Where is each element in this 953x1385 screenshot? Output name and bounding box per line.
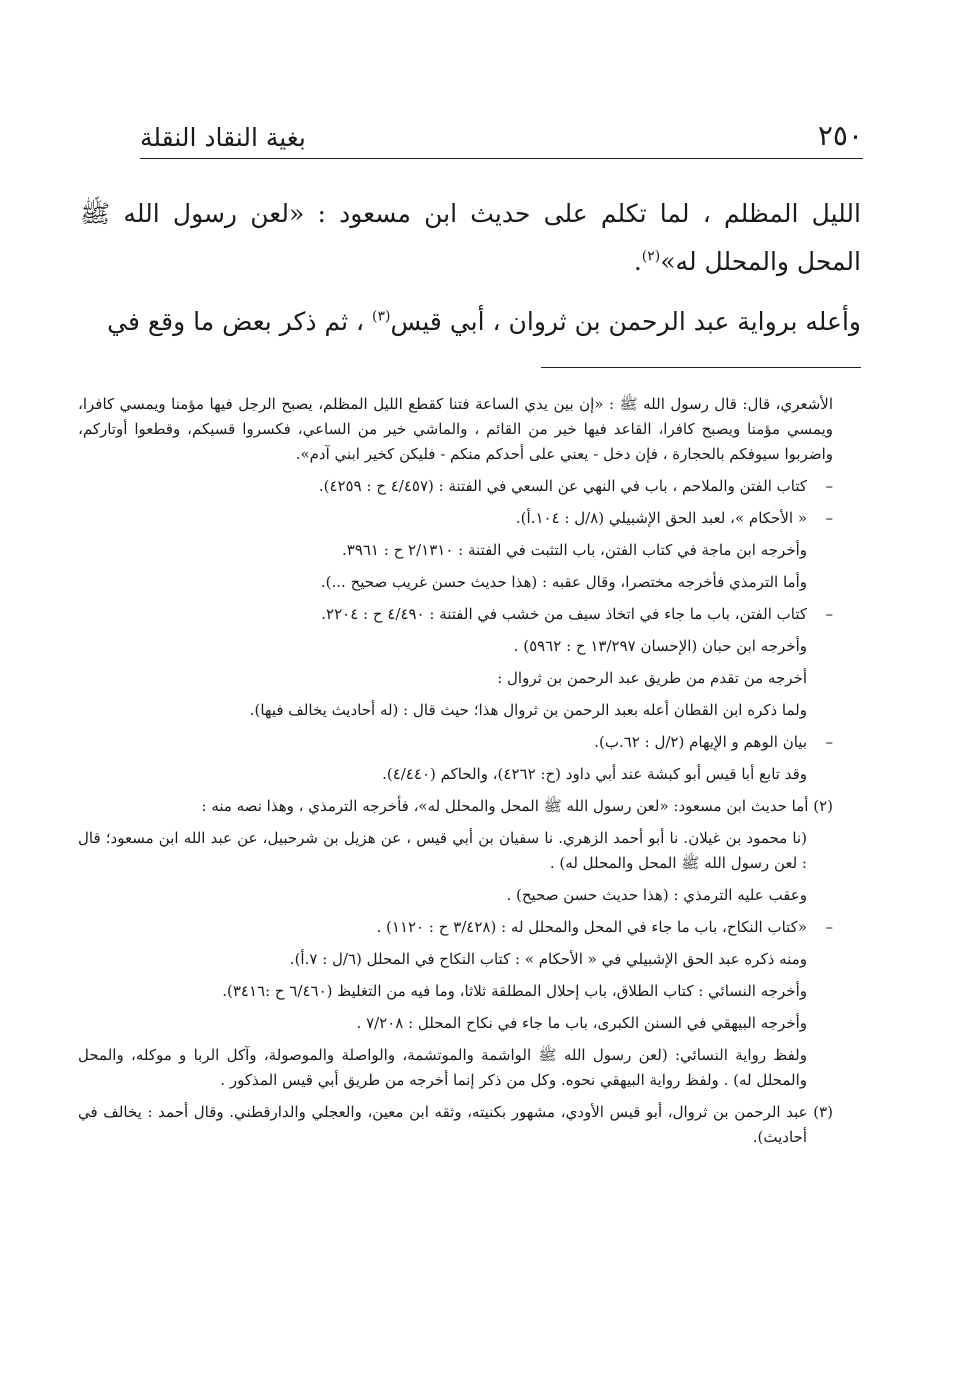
footnote-line: (٢) أما حديث ابن مسعود: «لعن رسول الله ﷺ المحل والمحلل له»، فأخرجه الترمذي ، وهذا نصه منه : — [201, 797, 833, 815]
running-header — [140, 112, 863, 159]
footnote-text: « الأحكام »، لعبد الحق الإشبيلي (٨/ل : ١٠٤.أ). — [515, 509, 807, 527]
footnote-line: وأخرجه ابن ماجة في كتاب الفتن، باب التثبت في الفتنة : ٢/١٣١٠ ح : ٣٩٦١. — [341, 541, 807, 559]
dash-marker: – — [825, 477, 833, 495]
footnote-line — [78, 602, 833, 627]
footnote-ref: (٣) — [372, 308, 391, 325]
dash-marker: – — [825, 605, 833, 623]
footnote-line: ولفظ رواية النسائي: (لعن رسول الله ﷺ الواشمة والموتشمة، والواصلة والموصولة، وآكل الربا و موكله، والمحل والمحلل له) . ولفظ رواية البيهقي نحوه. وكل من ذكر إنما أخرجه من طريق أبي قيس المذكور . — [78, 1046, 807, 1089]
main-paragraph — [80, 298, 861, 346]
footnote-text: بيان الوهم و الإيهام (٢/ل : ٦٢.ب). — [594, 733, 807, 751]
footnote-line — [78, 730, 833, 755]
footnote-line: الأشعري، قال: قال رسول الله ﷺ : «إن بين يدي الساعة فتنا كقطع الليل المظلم، يصبح الرجل فيها مؤمنا ويمسي كافرا، ويمسي مؤمنا ويصبح كافرا، القاعد فيها خير من القائم ، والماشي خير من الساعي، فكسروا قسيكم، وقطعوا أوتاركم، واضربوا سيوفكم بالحجارة ، فإن دخل - يعني على أحدكم منكم - فليكن كخير ابني آدم». — [78, 395, 833, 463]
book-title: بغية النقاد النقلة — [140, 123, 306, 152]
footnote-line — [78, 915, 833, 940]
footnote-line: وعقب عليه الترمذي : (هذا حديث حسن صحيح) . — [506, 886, 807, 904]
footnote-line: أخرجه من تقدم من طريق عبد الرحمن بن ثروال : — [497, 669, 807, 687]
footnote-line: وقد تابع أبا قيس أبو كبشة عند أبي داود (ح: ٤٢٦٢)، والحاكم (٤/٤٤٠). — [382, 765, 807, 783]
main-text — [80, 190, 861, 358]
footnote-text: كتاب الفتن والملاحم ، باب في النهي عن السعي في الفتنة : (٤/٤٥٧ ح : ٤٢٥٩). — [318, 477, 807, 495]
main-text-line: وأعله برواية عبد الرحمن بن ثروان ، أبي قيس — [390, 307, 861, 336]
footnotes — [78, 392, 833, 1157]
footnote-line: وأما الترمذي فأخرجه مختصرا، وقال عقبه : (هذا حديث حسن غريب صحيح ...). — [320, 573, 807, 591]
footnote-text: «كتاب النكاح، باب ما جاء في المحل والمحلل له : (٣/٤٢٨ ح : ١١٢٠) . — [376, 918, 807, 936]
dash-marker: – — [825, 918, 833, 936]
footnote-line: ومنه ذكره عبد الحق الإشبيلي في « الأحكام » : كتاب النكاح في المحلل (٦/ل : ٧.أ). — [289, 950, 807, 968]
footnote-text: كتاب الفتن، باب ما جاء في اتخاذ سيف من خشب في الفتنة : ٤/٤٩٠ ح : ٢٢٠٤. — [321, 605, 807, 623]
dash-marker: – — [825, 733, 833, 751]
footnote-line: وأخرجه البيهقي في السنن الكبرى، باب ما جاء في نكاح المحلل : ٧/٢٠٨ . — [356, 1014, 807, 1032]
page-number: ٢٥٠ — [817, 119, 863, 152]
footnote-line: (نا محمود بن غيلان. نا أبو أحمد الزهري. نا سفيان بن أبي قيس ، عن هزيل بن شرحبيل، عن عبد الله ابن مسعود؛ قال : لعن رسول الله ﷺ المحل والمحلل له) . — [78, 829, 807, 872]
footnote-line: وأخرجه ابن حبان (الإحسان ١٣/٢٩٧ ح : ٥٩٦٢) . — [513, 637, 807, 655]
footnote-line — [78, 506, 833, 531]
main-paragraph: الليل المظلم ، لما تكلم على حديث ابن مسعود : «لعن رسول الله ﷺ المحل والمحلل له»$^{(٢)}$. — [80, 199, 861, 276]
main-text-line: ، ثم ذكر بعض ما وقع في — [107, 307, 365, 336]
footnote-separator — [541, 367, 861, 368]
footnote-line — [78, 474, 833, 499]
footnote-ref: (٢) — [641, 248, 661, 265]
footnote-line: (٣) عبد الرحمن بن ثروال، أبو قيس الأودي، مشهور بكنيته، وثقه ابن معين، والعجلي والدارقطني. وقال أحمد : يخالف في أحاديث). — [78, 1103, 833, 1146]
main-text-line: الليل المظلم ، لما تكلم على حديث ابن مسعود : «لعن رسول الله ﷺ المحل والمحلل له» — [80, 199, 861, 276]
dash-marker: – — [825, 509, 833, 527]
footnote-line: ولما ذكره ابن القطان أعله بعبد الرحمن بن ثروال هذا؛ حيث قال : (له أحاديث يخالف فيها). — [249, 701, 807, 719]
footnote-line: وأخرجه النسائي : كتاب الطلاق، باب إحلال المطلقة ثلاثا، وما فيه من التغليظ (٦/٤٦٠ ح :٣٤١٦). — [222, 982, 807, 1000]
